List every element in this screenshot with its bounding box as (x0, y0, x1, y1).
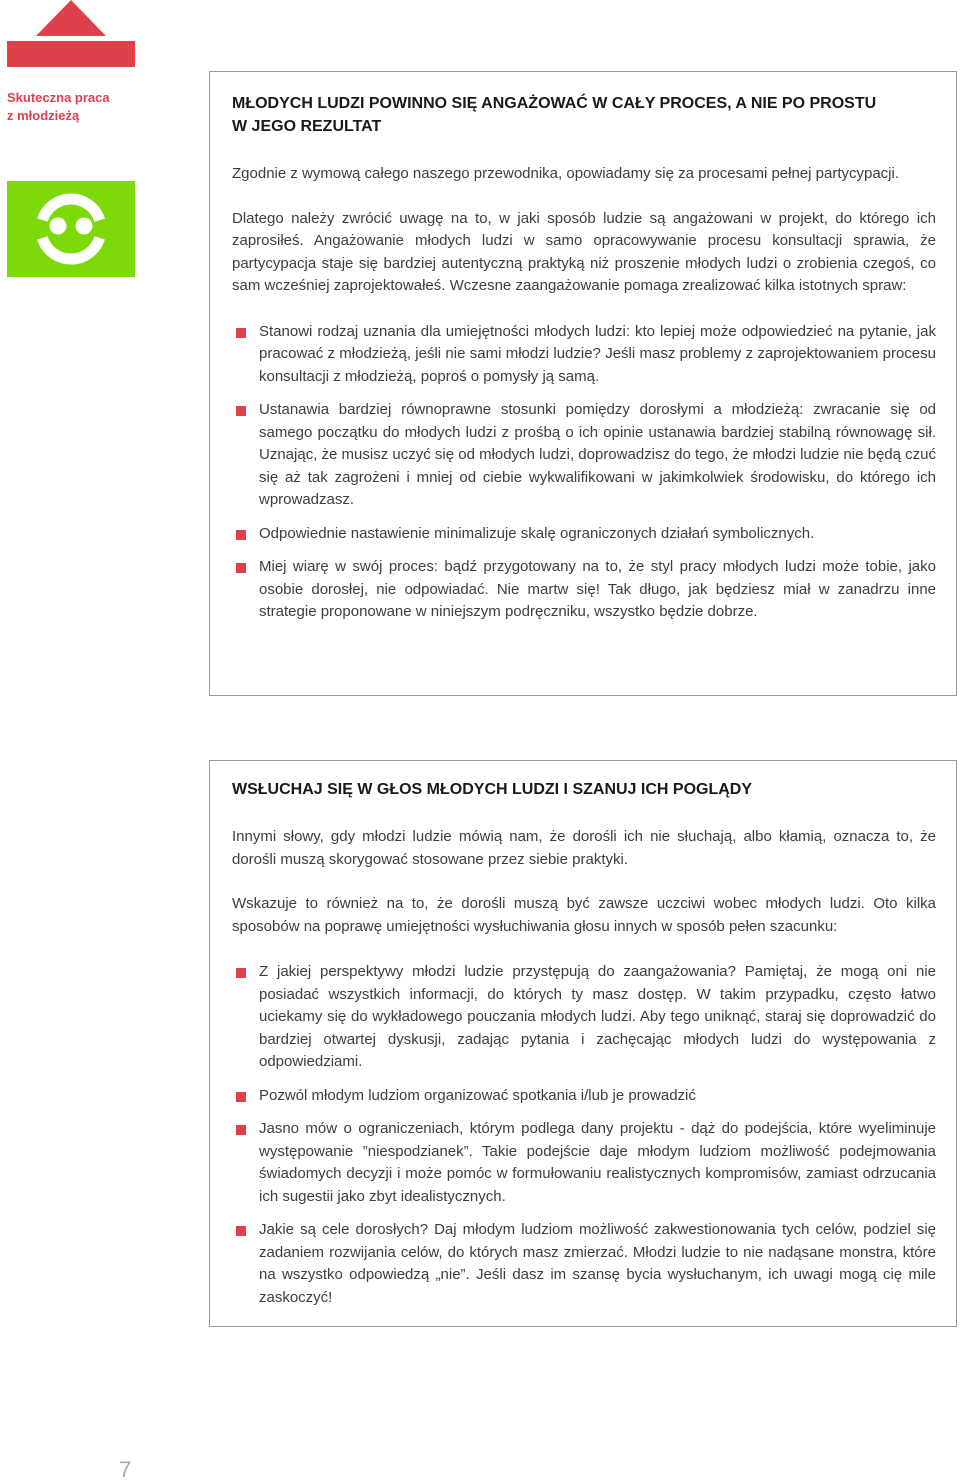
section-listening (209, 760, 957, 1327)
section-participation (209, 71, 957, 696)
list-item: Ustanawia bardziej równoprawne stosunki pomiędzy dorosłymi a młodzieżą: zwracanie się od samego początku do młodych ludzi z prośbą o ich opinie ustanawia bardziej stabilną równowagę sił. Uznając, że musisz uczyć się od młodych ludzi, doprowadzisz do tego, że młodzi ludzie nie będą czuć się aż tak zagrożeni i mniej od ciebie wykwalifikowani w jakimkolwiek środowisku, do którego ich wprowadzasz. (232, 399, 936, 512)
body-paragraph: Wskazuje to również na to, że dorośli muszą być zawsze uczciwi wobec młodych ludzi. Oto kilka sposobów na poprawę umiejętności wysłuchiwania głosu innych w sposób pełen szacunku: (232, 895, 936, 935)
list-item: Jasno mów o ograniczeniach, którym podlega dany projektu - dąż do podejścia, które wyeliminuje występowanie ”niespodzianek”. Takie podejście daje młodym ludziom możliwość podejmowania świadomych decyzji i może pomóc w formułowaniu realistycznych kompromisów, zamiast odrzucania ich sugestii jako zbyt idealistycznych. (232, 1118, 936, 1208)
intro-paragraph: Innymi słowy, gdy młodzi ludzie mówią nam, że dorośli ich nie słuchają, albo kłamią, oznacza to, że dorośli muszą skorygować stosowane przez siebie praktyki. (232, 828, 936, 868)
page-number: 7 (119, 1457, 132, 1482)
body-paragraph: Dlatego należy zwrócić uwagę na to, w jaki sposób ludzie są angażowani w projekt, do którego ich zaprosiłeś. Angażowanie młodych ludzi w samo opracowywanie procesu konsultacji sprawia, że partycypacja staje się bardziej autentyczną praktyką niż proszenie młodych ludzi o zrobienia czegoś, co sam wcześniej zaprojektowałeś. Wczesne zaangażowanie pomaga zrealizować kilka istotnych spraw: (232, 209, 936, 294)
bullet-list (232, 321, 936, 624)
list-item: Z jakiej perspektywy młodzi ludzie przystępują do zaangażowania? Pamiętaj, że mogą oni nie posiadać wszystkich informacji, do których ty masz dostęp. W takim przypadku, często łatwo uciekamy się do wykładowego pouczania młodych ludzi. Aby tego uniknąć, staraj się doprowadzić do bardziej otwartej dyskusji, zadając pytania i zachęcając młodych ludzi do występowania z odpowiedziami. (232, 961, 936, 1074)
sidebar-title-line2: z młodzieżą (7, 108, 80, 123)
intro-paragraph: Zgodnie z wymową całego naszego przewodnika, opowiadamy się za procesami pełnej partycypacji. (232, 165, 900, 182)
bullet-square-icon (236, 406, 246, 416)
sidebar-title-line1: Skuteczna praca (7, 90, 110, 105)
bullet-square-icon (236, 563, 246, 573)
sidebar-title (7, 89, 127, 125)
list-item: Miej wiarę w swój proces: bądź przygotowany na to, że styl pracy młodych ludzi może tobie, jako osobie dorosłej, nie odpowiadać. Nie martw się! Tak długo, jak będziesz miał w zanadrzu inne strategie proponowane w niniejszym podręczniku, wszystko będzie dobrze. (232, 556, 936, 624)
bullet-square-icon (236, 1226, 246, 1236)
bullet-list (232, 961, 936, 1309)
bullet-square-icon (236, 530, 246, 540)
list-item: Pozwól młodym ludziom organizować spotkania i/lub je prowadzić (232, 1085, 936, 1108)
section-heading: MŁODYCH LUDZI POWINNO SIĘ ANGAŻOWAĆ W CAŁY PROCES, A NIE PO PROSTU W JEGO REZULTAT (232, 95, 877, 135)
house-roof-logo-icon (7, 0, 135, 67)
face-icon (7, 181, 135, 277)
bullet-square-icon (236, 1125, 246, 1135)
bullet-square-icon (236, 1092, 246, 1102)
green-badge (7, 181, 135, 277)
list-item: Jakie są cele dorosłych? Daj młodym ludziom możliwość zakwestionowania tych celów, podziel się zadaniem rozwijania celów, do których masz zmierzać. Młodzi ludzie to nie nadąsane monstra, które na wszystko odpowiedzą „nie”. Jeśli dasz im szansę bycia wysłuchanym, ich uwagi mogą cię mile zaskoczyć! (232, 1219, 936, 1309)
section-heading: WSŁUCHAJ SIĘ W GŁOS MŁODYCH LUDZI I SZANUJ ICH POGLĄDY (232, 781, 753, 798)
bullet-square-icon (236, 328, 246, 338)
list-item: Stanowi rodzaj uznania dla umiejętności młodych ludzi: kto lepiej może odpowiedzieć na pytanie, jak pracować z młodzieżą, jeśli nie sami młodzi ludzie? Jeśli masz problemy z zaprojektowaniem procesu konsultacji z młodzieżą, poproś o pomysły ją samą. (232, 321, 936, 389)
list-item: Odpowiednie nastawienie minimalizuje skalę ograniczonych działań symbolicznych. (232, 523, 936, 546)
bullet-square-icon (236, 968, 246, 978)
